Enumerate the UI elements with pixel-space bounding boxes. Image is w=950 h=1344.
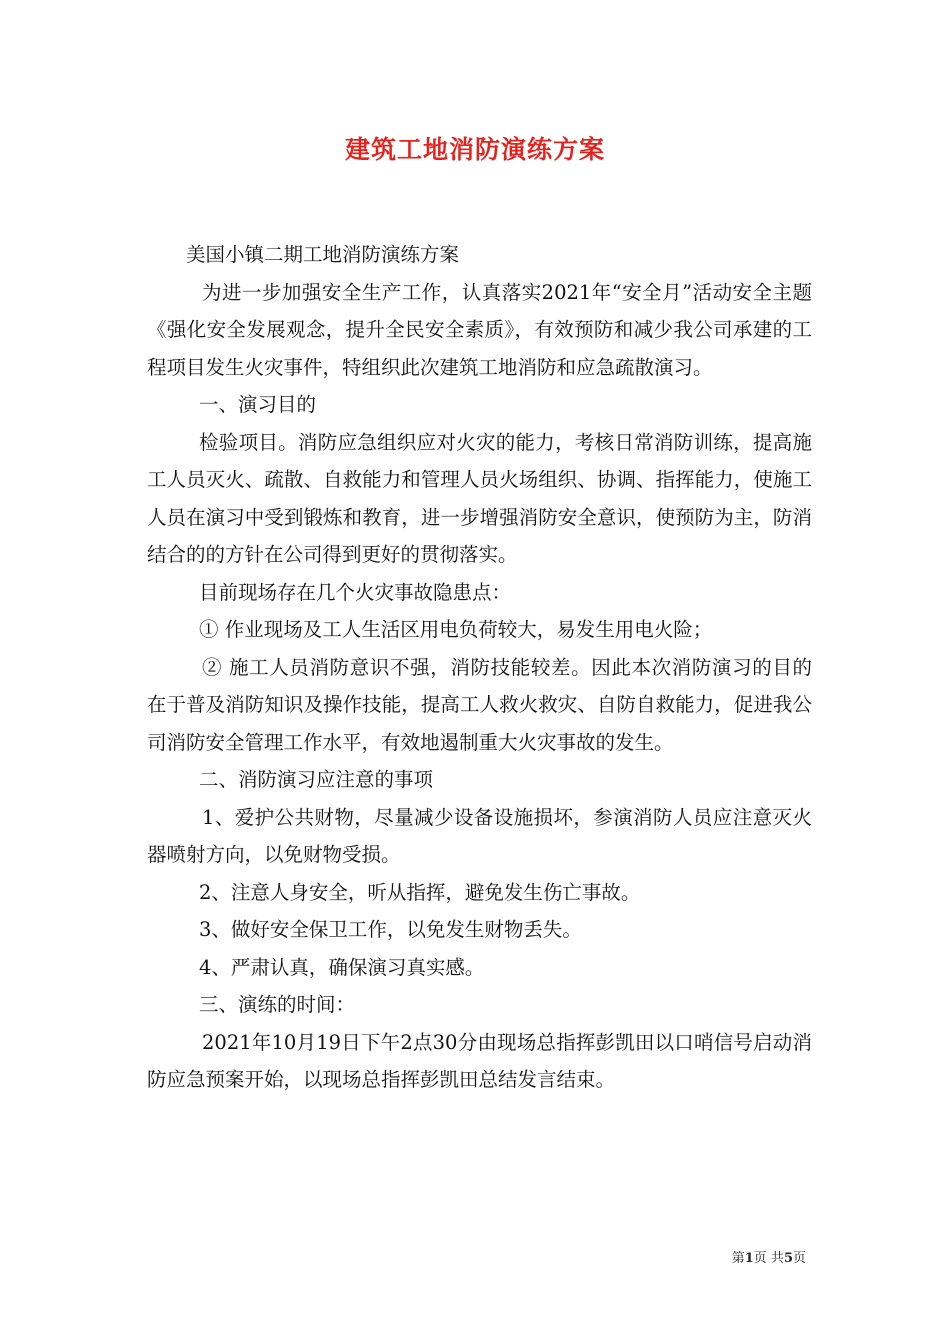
section-heading: 三、演练的时间： (199, 993, 356, 1016)
paragraph: 为进一步加强安全生产工作，认真落实2021年“安全月”活动安全主题《强化安全发展观念，提升全民安全素质》，有效预防和减少我公司承建的工程项目发生火灾事件，特组织此次建筑工地消防和应急疏散演习。 (147, 280, 812, 379)
document-title: 建筑工地消防演练方案 (344, 135, 605, 164)
footer-suffix: 页 (792, 1251, 806, 1266)
footer-prefix: 第 (731, 1251, 745, 1266)
section-heading: 二、消防演习应注意的事项 (199, 768, 434, 791)
page-number-footer (732, 1247, 806, 1266)
paragraph: 美国小镇二期工地消防演练方案 (186, 243, 460, 266)
footer-page: 1 (744, 1251, 754, 1266)
document-body (147, 236, 812, 1099)
list-item: 1、爱护公共财物，尽量减少设备设施损坏，参演消防人员应注意灭火器喷射方向，以免财物受损。 (147, 805, 812, 866)
footer-total: 5 (783, 1251, 793, 1266)
list-item: 2、注意人身安全，听从指挥，避免发生伤亡事故。 (199, 880, 641, 904)
list-item: ① 作业现场及工人生活区用电负荷较大，易发生用电火险； (199, 618, 713, 641)
paragraph: 检验项目。消防应急组织应对火灾的能力，考核日常消防训练，提高施工人员灭火、疏散、自救能力和管理人员火场组织、协调、指挥能力，使施工人员在演习中受到锻炼和教育，进一步增强消防安全意识，使预防为主，防消结合的的方针在公司得到更好的贯彻落实。 (147, 430, 812, 566)
list-item: 3、做好安全保卫工作，以免发生财物丢失。 (199, 918, 582, 941)
list-item: 4、严肃认真，确保演习真实感。 (199, 955, 485, 979)
paragraph: 2021年10月19日下午2点30分由现场总指挥彭凯田以口哨信号启动消防应急预案开始，以现场总指挥彭凯田总结发言结束。 (147, 1030, 812, 1091)
footer-middle: 页 共 (753, 1251, 784, 1266)
paragraph: 目前现场存在几个火灾事故隐患点： (199, 580, 512, 604)
list-item: ② 施工人员消防意识不强，消防技能较差。因此本次消防演习的目的在于普及消防知识及操作技能，提高工人救火救灾、自防自救能力，促进我公司消防安全管理工作水平，有效地遏制重大火灾事故的发生。 (147, 655, 812, 754)
section-heading: 一、演习目的 (199, 393, 317, 416)
